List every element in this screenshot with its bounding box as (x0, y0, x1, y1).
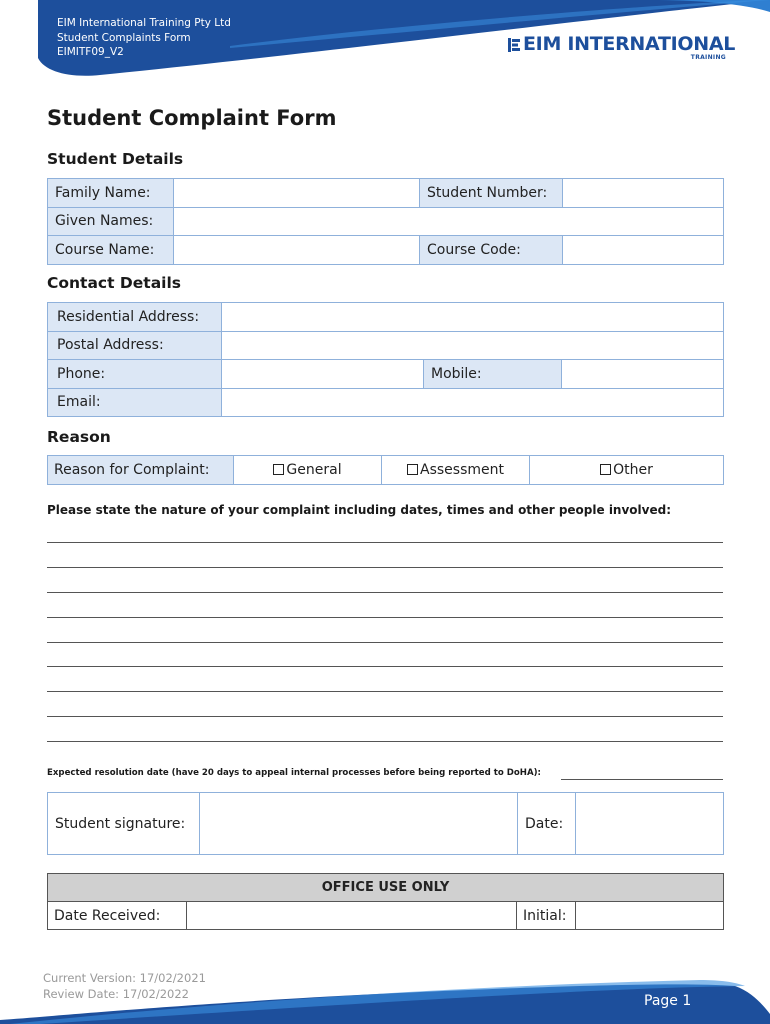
initial-label: Initial: (517, 902, 576, 930)
review-date: Review Date: 17/02/2022 (43, 986, 189, 1001)
eim-logo (508, 33, 736, 63)
course-name-label: Course Name: (48, 236, 174, 265)
resolution-date-label: Expected resolution date (have 20 days to appeal internal processes before being reported to DoHA): (47, 768, 541, 778)
complaint-line[interactable] (47, 542, 723, 543)
student-details-table (47, 178, 724, 265)
signature-date-field[interactable] (576, 793, 724, 855)
form-code: EIMITF09_V2 (57, 46, 124, 58)
reason-option-label: Other (613, 462, 653, 478)
office-use-table (47, 873, 724, 930)
complaint-line[interactable] (47, 592, 723, 593)
complaint-prompt: Please state the nature of your complaint including dates, times and other people involved: (47, 503, 671, 517)
mobile-field[interactable] (562, 360, 724, 389)
current-version: Current Version: 17/02/2021 (43, 971, 206, 985)
student-number-field[interactable] (563, 179, 724, 208)
checkbox-other[interactable] (600, 464, 611, 475)
complaint-line[interactable] (47, 567, 723, 568)
course-name-field[interactable] (174, 236, 420, 265)
header-text (57, 16, 231, 60)
family-name-field[interactable] (174, 179, 420, 208)
postal-address-label: Postal Address: (48, 331, 222, 360)
given-names-field[interactable] (174, 207, 724, 236)
page-title: Student Complaint Form (47, 106, 337, 130)
residential-address-field[interactable] (222, 303, 724, 332)
office-use-heading: OFFICE USE ONLY (48, 874, 724, 902)
given-names-label: Given Names: (48, 207, 174, 236)
reason-option-label: Assessment (420, 462, 504, 478)
family-name-label: Family Name: (48, 179, 174, 208)
signature-date-label: Date: (518, 793, 576, 855)
student-signature-label: Student signature: (48, 793, 200, 855)
course-code-label: Course Code: (420, 236, 563, 265)
residential-address-label: Residential Address: (48, 303, 222, 332)
student-signature-field[interactable] (200, 793, 518, 855)
postal-address-field[interactable] (222, 331, 724, 360)
student-details-heading: Student Details (47, 150, 184, 168)
page-number: Page 1 (644, 993, 692, 1009)
resolution-date-line[interactable] (561, 779, 723, 780)
complaint-line[interactable] (47, 617, 723, 618)
checkbox-general[interactable] (273, 464, 284, 475)
reason-table (47, 455, 724, 485)
contact-details-heading: Contact Details (47, 274, 182, 292)
student-number-label: Student Number: (420, 179, 563, 208)
reason-heading: Reason (47, 428, 111, 446)
complaint-line[interactable] (47, 741, 723, 742)
reason-option-other[interactable] (530, 456, 724, 485)
reason-option-assessment[interactable] (382, 456, 530, 485)
course-code-field[interactable] (563, 236, 724, 265)
org-name: EIM International Training Pty Ltd (57, 17, 231, 29)
mobile-label: Mobile: (424, 360, 562, 389)
signature-table (47, 792, 724, 855)
complaint-line[interactable] (47, 691, 723, 692)
reason-label: Reason for Complaint: (48, 456, 234, 485)
phone-label: Phone: (48, 360, 222, 389)
initial-field[interactable] (576, 902, 724, 930)
complaint-line[interactable] (47, 716, 723, 717)
date-received-field[interactable] (187, 902, 517, 930)
complaint-line[interactable] (47, 642, 723, 643)
reason-option-general[interactable] (234, 456, 382, 485)
complaint-line[interactable] (47, 666, 723, 667)
date-received-label: Date Received: (48, 902, 187, 930)
email-label: Email: (48, 388, 222, 417)
reason-option-label: General (286, 462, 342, 478)
logo-mark-icon (508, 38, 521, 52)
footer-versions (43, 971, 206, 1002)
contact-details-table (47, 302, 724, 417)
checkbox-assessment[interactable] (407, 464, 418, 475)
logo-subtext: TRAINING (690, 54, 726, 61)
phone-field[interactable] (222, 360, 424, 389)
form-name: Student Complaints Form (57, 31, 191, 44)
email-field[interactable] (222, 388, 724, 417)
logo-wordmark: EIM INTERNATIONAL (523, 33, 736, 55)
